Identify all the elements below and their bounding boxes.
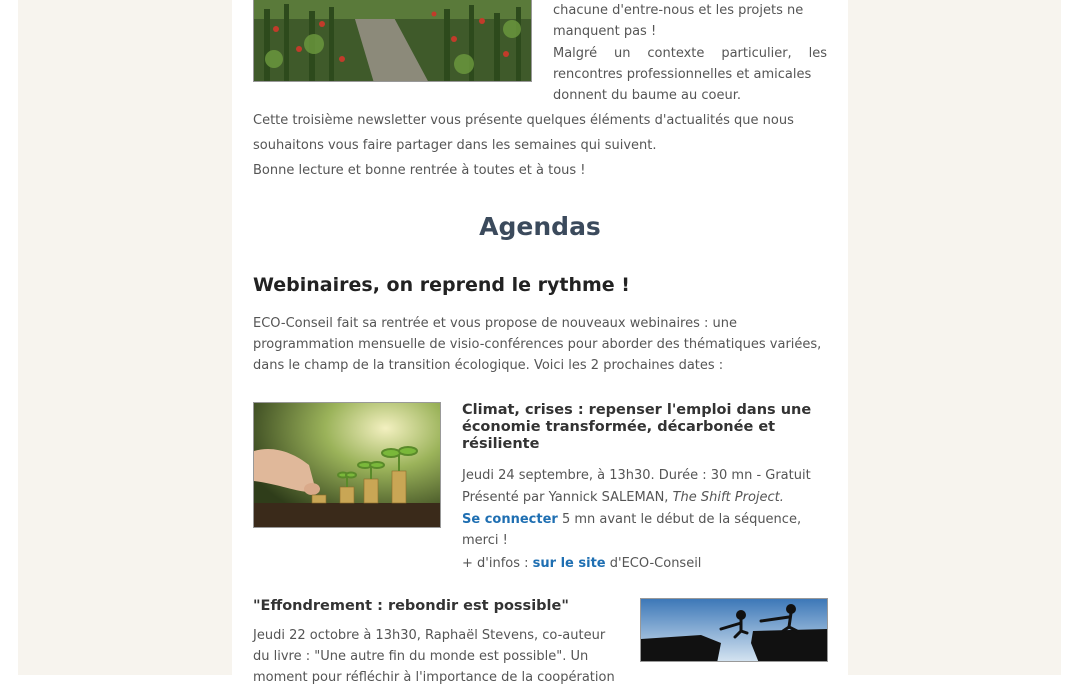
- newsletter-line-2: souhaitons vous faire partager dans les semaines qui suivent.: [253, 138, 657, 153]
- newsletter-content: [232, 0, 848, 685]
- event1-info: [462, 553, 701, 574]
- intro-para2-line2: rencontres professionnelles et amicales: [553, 67, 812, 82]
- presenter-name: Présenté par Yannick SALEMAN,: [462, 490, 673, 505]
- event2-text: Jeudi 22 octobre à 13h30, Raphaël Stevens, co-auteur du livre : "Une autre fin du monde est possible". Un moment pour réfléchir à l'importance de la coopération: [253, 628, 615, 685]
- site-link[interactable]: sur le site: [532, 556, 606, 571]
- section-title-agendas: Agendas: [479, 212, 601, 241]
- event1-title: Climat, crises : repenser l'emploi dans une économie transformée, décarbonée et résiliente: [462, 402, 812, 452]
- event1-presenter: [462, 487, 784, 508]
- word: contexte: [647, 46, 705, 61]
- event2-title: "Effondrement : rebondir est possible": [253, 598, 569, 614]
- greenhouse-illustration: [254, 0, 532, 82]
- coins-growth-photo: [253, 402, 441, 528]
- cliff-rescue-photo: [640, 598, 828, 662]
- intro-para2-line3: donnent du baume au coeur.: [553, 88, 741, 103]
- intro-line-1: chacune d'entre-nous et les projets ne: [553, 3, 804, 18]
- greenhouse-photo: [253, 0, 532, 82]
- event1-connect: [462, 509, 822, 551]
- intro-line-2: manquent pas !: [553, 24, 657, 39]
- event1-date: Jeudi 24 septembre, à 13h30. Durée : 30 mn - Gratuit: [462, 468, 811, 483]
- word: les: [808, 46, 827, 61]
- word: particulier,: [721, 46, 792, 61]
- presenter-org: The Shift Project.: [672, 490, 784, 505]
- info-prefix: + d'infos :: [462, 556, 533, 571]
- webinars-intro: ECO-Conseil fait sa rentrée et vous propose de nouveaux webinaires : une programmation mensuelle de visio-conférences pour aborder des thématiques variées, dans le champ de la transition écologique. Voici les 2 prochaines dates :: [253, 316, 822, 373]
- word: un: [614, 46, 631, 61]
- info-suffix: d'ECO-Conseil: [605, 556, 702, 571]
- webinars-heading: Webinaires, on reprend le rythme !: [253, 274, 630, 296]
- coins-plants-illustration: [254, 403, 441, 528]
- word: Malgré: [553, 46, 598, 61]
- cliff-silhouette-illustration: [641, 599, 828, 662]
- newsletter-line-1: Cette troisième newsletter vous présente quelques éléments d'actualités que nous: [253, 113, 794, 128]
- intro-para2-line1: [553, 43, 827, 64]
- closing-line: Bonne lecture et bonne rentrée à toutes et à tous !: [253, 163, 586, 178]
- connect-text: 5 mn avant le début de la séquence, merci !: [462, 512, 802, 548]
- connect-link[interactable]: Se connecter: [462, 512, 558, 527]
